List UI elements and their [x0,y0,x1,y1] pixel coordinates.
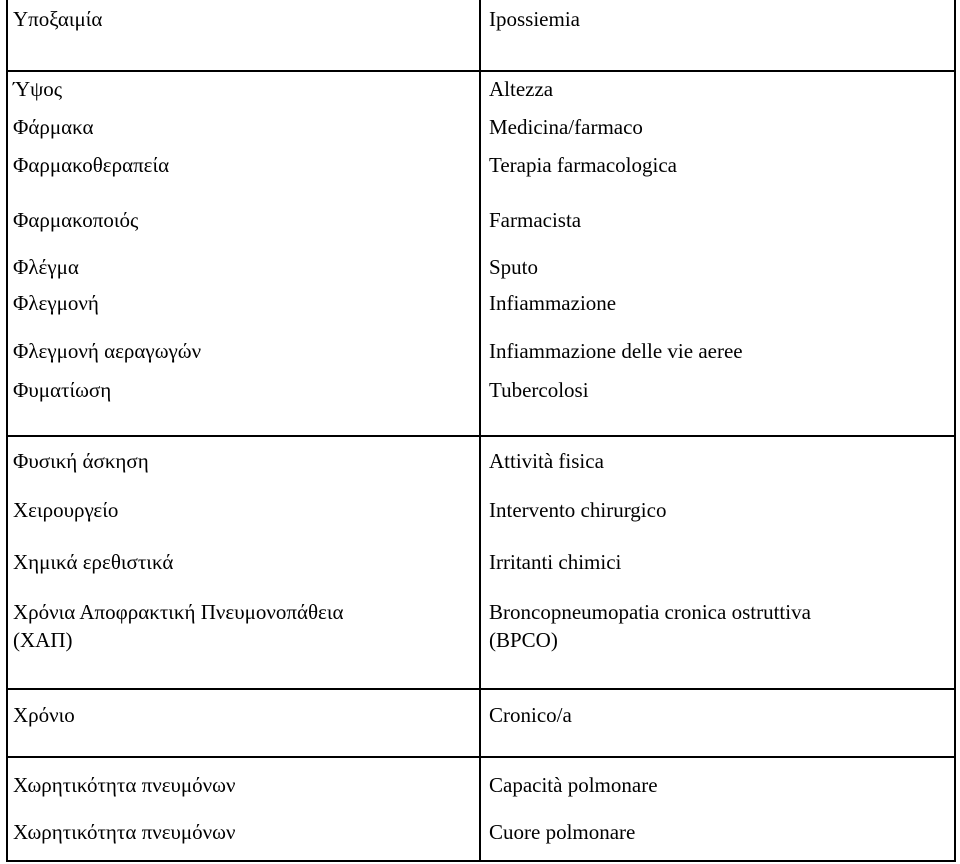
greek-term: Χωρητικότητα πνευμόνων [13,820,236,844]
greek-term: Ύψος [13,77,63,101]
italian-term: Capacità polmonare [489,773,658,797]
greek-term: Χρόνια Αποφρακτική Πνευμονοπάθεια [13,600,344,624]
column-divider [479,0,481,862]
greek-term: Φάρμακα [13,115,94,139]
greek-term: Φλέγμα [13,255,79,279]
greek-term: Φυσική άσκηση [13,449,149,473]
italian-term: Tubercolosi [489,378,589,402]
italian-term: Farmacista [489,208,582,232]
table-border-bottom [6,860,956,862]
row-divider [6,70,956,72]
italian-term: Attività fisica [489,449,604,473]
italian-term: Cuore polmonare [489,820,636,844]
table-border-left [6,0,8,862]
greek-term: Χωρητικότητα πνευμόνων [13,773,236,797]
row-divider [6,435,956,437]
row-divider [6,688,956,690]
italian-term: Broncopneumopatia cronica ostruttiva [489,600,811,624]
italian-term: Altezza [489,77,554,101]
greek-term: Φαρμακοθεραπεία [13,153,170,177]
greek-term: Χρόνιο [13,703,75,727]
italian-term: Infiammazione delle vie aeree [489,339,743,363]
greek-term: (ΧΑΠ) [13,628,73,652]
greek-term: Φαρμακοποιός [13,208,139,232]
italian-term: Sputo [489,255,539,279]
greek-term: Χειρουργείο [13,498,119,522]
table-border-right [954,0,956,862]
italian-term: Intervento chirurgico [489,498,667,522]
greek-term: Φλεγμονή [13,291,99,315]
greek-term: Χημικά ερεθιστικά [13,550,174,574]
italian-term: Irritanti chimici [489,550,622,574]
greek-term: Υποξαιμία [13,7,103,31]
greek-term: Φυματίωση [13,378,112,402]
italian-term: Cronico/a [489,703,572,727]
greek-term: Φλεγμονή αεραγωγών [13,339,202,363]
italian-term: Terapia farmacologica [489,153,677,177]
row-divider [6,756,956,758]
italian-term: Medicina/farmaco [489,115,643,139]
italian-term: Ipossiemia [489,7,580,31]
italian-term: (BPCO) [489,628,558,652]
italian-term: Infiammazione [489,291,617,315]
